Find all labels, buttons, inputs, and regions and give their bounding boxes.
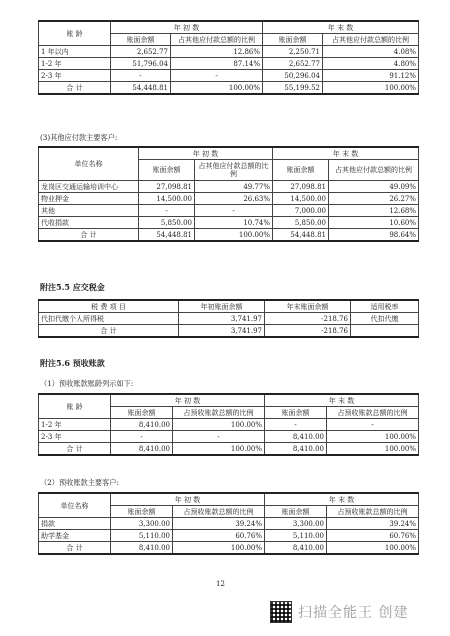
cell-ratio-begin: 12.86% <box>171 46 263 58</box>
cell-balance-begin: 54,448.81 <box>111 82 171 95</box>
header-begin-balance: 年初账面余额 <box>179 300 265 313</box>
total-row <box>39 443 419 456</box>
cell-ratio-end: 26.27% <box>329 193 419 205</box>
header-ratio: 占其他应付款总额的比例 <box>195 160 273 181</box>
cell-balance-end: 27,098.81 <box>273 181 329 193</box>
row-label: 捐款 <box>39 518 111 530</box>
table-row <box>39 217 419 229</box>
table-row <box>39 518 419 530</box>
aging-table-advance-receipts <box>38 393 419 456</box>
total-row <box>39 229 419 242</box>
cell-begin-balance: 3,741.97 <box>179 325 265 338</box>
cell-ratio-end: 12.68% <box>329 205 419 217</box>
row-label: 代扣代缴个人所得税 <box>39 313 179 325</box>
header-ratio: 占预收账款总额的比例 <box>327 407 419 419</box>
section-caption: （1）预收账款账龄列示如下: <box>40 379 134 388</box>
header-ratio: 占其他应付款总额的比例 <box>323 34 419 46</box>
header-year-begin: 年 初 数 <box>111 493 265 506</box>
cell-ratio-begin: 10.74% <box>195 217 273 229</box>
cell-balance-end: 2,250.71 <box>263 46 323 58</box>
header-unit-name: 单位名称 <box>39 493 111 518</box>
cell-begin-balance: 3,741.97 <box>179 313 265 325</box>
cell-balance-begin: - <box>139 205 195 217</box>
total-row <box>39 325 419 338</box>
cell-ratio-end: 4.80% <box>323 58 419 70</box>
header-ratio: 占其他应付款总额的比例 <box>171 34 263 46</box>
total-row <box>39 82 419 95</box>
table-row <box>39 193 419 205</box>
cell-balance-end: 3,300.00 <box>265 518 327 530</box>
cell-balance-end: 8,410.00 <box>265 542 327 555</box>
header-balance: 账面余额 <box>111 506 173 518</box>
table-row <box>39 530 419 542</box>
cell-balance-begin: 8,410.00 <box>111 542 173 555</box>
cell-balance-begin: 5,850.00 <box>139 217 195 229</box>
header-ratio: 占其他应付款总额的比例 <box>329 160 419 181</box>
cell-balance-begin: 2,652.77 <box>111 46 171 58</box>
cell-balance-begin: 54,448.81 <box>139 229 195 242</box>
header-account-age: 账 龄 <box>39 394 111 419</box>
table-row <box>39 205 419 217</box>
cell-ratio-end: 100.00% <box>327 443 419 456</box>
header-year-end: 年 末 数 <box>263 21 419 34</box>
cell-ratio-end: 98.64% <box>329 229 419 242</box>
total-label: 合 计 <box>39 542 111 555</box>
cell-ratio-end: 100.00% <box>327 431 419 443</box>
header-balance: 账面余额 <box>111 34 171 46</box>
cell-balance-begin: 5,110.00 <box>111 530 173 542</box>
section-title-advance-receipts: 附注5.6 预收账款 <box>40 358 105 368</box>
cell-tax-rate <box>351 325 419 338</box>
main-clients-advance-receipts-table <box>38 492 419 555</box>
cell-ratio-end: 60.76% <box>327 530 419 542</box>
section-caption: (3)其他应付款主要客户: <box>40 133 118 142</box>
table-row <box>39 46 419 58</box>
table-row <box>39 431 419 443</box>
cell-ratio-begin: 49.77% <box>195 181 273 193</box>
cell-ratio-begin: - <box>195 205 273 217</box>
page-number: 12 <box>216 580 225 588</box>
header-balance: 账面余额 <box>265 407 327 419</box>
total-label: 合 计 <box>39 229 139 242</box>
header-year-end: 年 末 数 <box>273 147 419 160</box>
cell-balance-end: 5,110.00 <box>265 530 327 542</box>
row-label: 2-3 年 <box>39 431 111 443</box>
header-unit-name: 单位名称 <box>39 147 139 181</box>
scanner-watermark <box>270 600 440 624</box>
cell-ratio-end: 10.60% <box>329 217 419 229</box>
qr-code-icon <box>270 601 292 623</box>
cell-balance-end: 8,410.00 <box>265 431 327 443</box>
cell-balance-end: 54,448.81 <box>273 229 329 242</box>
total-label: 合 计 <box>39 325 179 338</box>
row-label: 物业押金 <box>39 193 139 205</box>
header-tax-item: 税 费 项 目 <box>39 300 179 313</box>
cell-ratio-end: 49.09% <box>329 181 419 193</box>
cell-end-balance: -218.76 <box>265 325 351 338</box>
cell-ratio-begin: 100.00% <box>173 419 265 431</box>
main-clients-other-payables-table <box>38 146 419 242</box>
row-label: 助学基金 <box>39 530 111 542</box>
cell-balance-end: 14,500.00 <box>273 193 329 205</box>
cell-ratio-end: - <box>327 419 419 431</box>
cell-ratio-begin: 100.00% <box>173 443 265 456</box>
cell-balance-end: 55,199.52 <box>263 82 323 95</box>
cell-balance-end: 2,652.77 <box>263 58 323 70</box>
row-label: 1-2 年 <box>39 419 111 431</box>
section-title-tax-payable: 附注5.5 应交税金 <box>40 282 105 292</box>
cell-ratio-begin: 100.00% <box>195 229 273 242</box>
header-year-begin: 年 初 数 <box>111 394 265 407</box>
header-balance: 账面余额 <box>265 506 327 518</box>
header-ratio: 占预收账款总额的比例 <box>173 407 265 419</box>
table-row <box>39 313 419 325</box>
cell-end-balance: -218.76 <box>265 313 351 325</box>
cell-ratio-end: 4.08% <box>323 46 419 58</box>
cell-balance-begin: 8,410.00 <box>111 419 173 431</box>
row-label: 1-2 年 <box>39 58 111 70</box>
header-end-balance: 年末账面余额 <box>265 300 351 313</box>
header-ratio: 占预收账款总额的比例 <box>173 506 265 518</box>
cell-ratio-begin: 100.00% <box>173 542 265 555</box>
total-label: 合 计 <box>39 82 111 95</box>
cell-ratio-end: 100.00% <box>327 542 419 555</box>
header-balance: 账面余额 <box>263 34 323 46</box>
cell-ratio-begin: - <box>173 431 265 443</box>
row-label: 2-3 年 <box>39 70 111 82</box>
total-label: 合 计 <box>39 443 111 456</box>
cell-balance-end: - <box>265 419 327 431</box>
cell-ratio-end: 91.12% <box>323 70 419 82</box>
header-balance: 账面余额 <box>139 160 195 181</box>
header-ratio: 占预收账款总额的比例 <box>327 506 419 518</box>
cell-balance-begin: 14,500.00 <box>139 193 195 205</box>
table-row <box>39 419 419 431</box>
cell-balance-end: 5,850.00 <box>273 217 329 229</box>
row-label: 其他 <box>39 205 139 217</box>
total-row <box>39 542 419 555</box>
row-label: 龙岗区交通运输培训中心 <box>39 181 139 193</box>
cell-balance-begin: 27,098.81 <box>139 181 195 193</box>
header-year-begin: 年 初 数 <box>111 21 263 34</box>
header-tax-rate: 适用税率 <box>351 300 419 313</box>
cell-ratio-begin: 60.76% <box>173 530 265 542</box>
table-row <box>39 70 419 82</box>
header-year-begin: 年 初 数 <box>139 147 273 160</box>
cell-balance-end: 7,000.00 <box>273 205 329 217</box>
aging-table-other-payables <box>38 20 419 95</box>
watermark-text: 扫描全能王 创建 <box>298 605 409 621</box>
cell-balance-end: 50,296.04 <box>263 70 323 82</box>
table-row <box>39 58 419 70</box>
section-caption: （2）预收账款主要客户: <box>40 478 119 487</box>
row-label: 代收捐款 <box>39 217 139 229</box>
table-row <box>39 181 419 193</box>
cell-balance-end: 8,410.00 <box>265 443 327 456</box>
cell-ratio-begin: 87.14% <box>171 58 263 70</box>
header-year-end: 年 末 数 <box>265 394 419 407</box>
cell-ratio-end: 100.00% <box>323 82 419 95</box>
cell-balance-begin: 51,796.04 <box>111 58 171 70</box>
tax-payable-table <box>38 299 419 338</box>
header-balance: 账面余额 <box>273 160 329 181</box>
header-account-age: 账 龄 <box>39 21 111 46</box>
cell-ratio-begin: 100.00% <box>171 82 263 95</box>
header-balance: 账面余额 <box>111 407 173 419</box>
cell-balance-begin: 3,300.00 <box>111 518 173 530</box>
cell-balance-begin: 8,410.00 <box>111 443 173 456</box>
cell-ratio-begin: 26.63% <box>195 193 273 205</box>
cell-ratio-begin: 39.24% <box>173 518 265 530</box>
cell-ratio-begin: - <box>171 70 263 82</box>
cell-ratio-end: 39.24% <box>327 518 419 530</box>
row-label: 1 年以内 <box>39 46 111 58</box>
cell-balance-begin: - <box>111 431 173 443</box>
cell-balance-begin: - <box>111 70 171 82</box>
cell-tax-rate: 代扣代缴 <box>351 313 419 325</box>
header-year-end: 年 末 数 <box>265 493 419 506</box>
